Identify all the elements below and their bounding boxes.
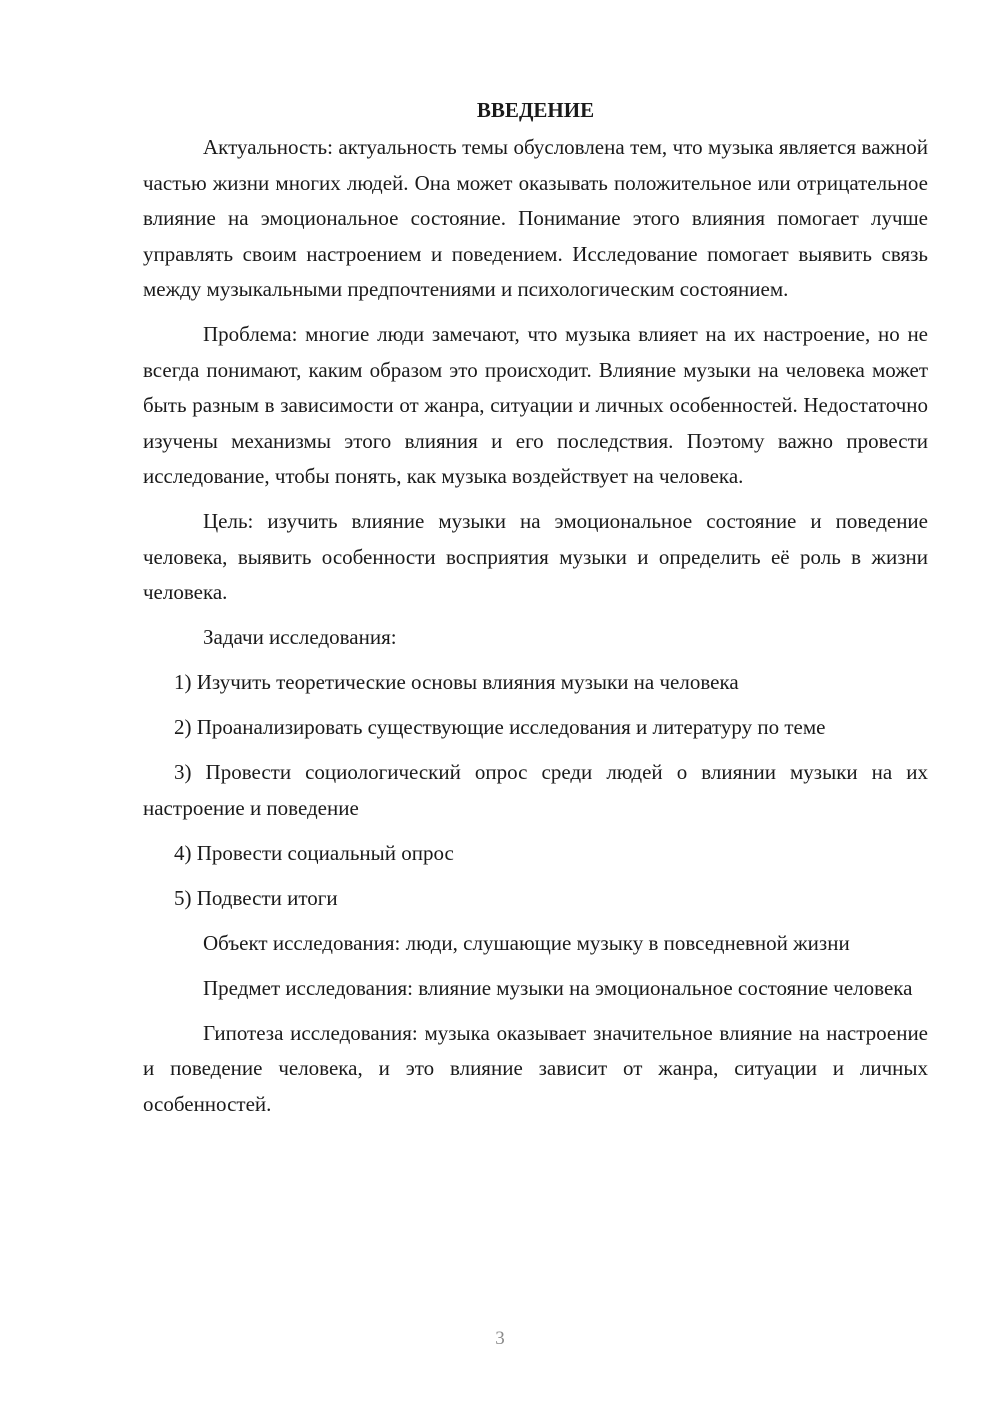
subject-paragraph: Предмет исследования: влияние музыки на эмоциональное состояние человека [203, 975, 913, 1000]
document-page [143, 92, 928, 1132]
task-item-4: 4) Провести социальный опрос [174, 840, 454, 865]
page-number: 3 [495, 1328, 505, 1349]
problem-paragraph: Проблема: многие люди замечают, что музыка влияет на их настроение, но не всегда понимают, каким образом это происходит. Влияние музыки на человека может быть разным в зависимости от жанра, ситуации и личных особенностей. Недостаточно изучены механизмы этого влияния и его последствия. Поэтому важно провести исследование, чтобы понять, как музыка воздействует на человека. [143, 322, 928, 488]
task-item-3: 3) Провести социологический опрос среди людей о влиянии музыки на их настроение и поведение [143, 760, 928, 820]
object-paragraph: Объект исследования: люди, слушающие музыку в повседневной жизни [203, 930, 850, 955]
tasks-heading: Задачи исследования: [203, 625, 397, 649]
task-item-1: 1) Изучить теоретические основы влияния музыки на человека [174, 670, 739, 694]
hypothesis-paragraph: Гипотеза исследования: музыка оказывает значительное влияние на настроение и поведение человека, и это влияние зависит от жанра, ситуации и личных особенностей. [143, 1020, 928, 1116]
task-item-2: 2) Проанализировать существующие исследования и литературу по теме [174, 715, 826, 739]
relevance-paragraph: Актуальность: актуальность темы обусловлена тем, что музыка является важной частью жизни многих людей. Она может оказывать положительное или отрицательное влияние на эмоциональное состояние. Понимание этого влияния помогает лучше управлять своим настроением и поведением. Исследование помогает выявить связь между музыкальными предпочтениями и психологическим состоянием. [143, 135, 928, 301]
goal-paragraph: Цель: изучить влияние музыки на эмоциональное состояние и поведение человека, выявить особенности восприятия музыки и определить её роль в жизни человека. [143, 509, 928, 604]
page-title: ВВЕДЕНИЕ [476, 98, 595, 122]
task-item-5: 5) Подвести итоги [174, 885, 338, 910]
